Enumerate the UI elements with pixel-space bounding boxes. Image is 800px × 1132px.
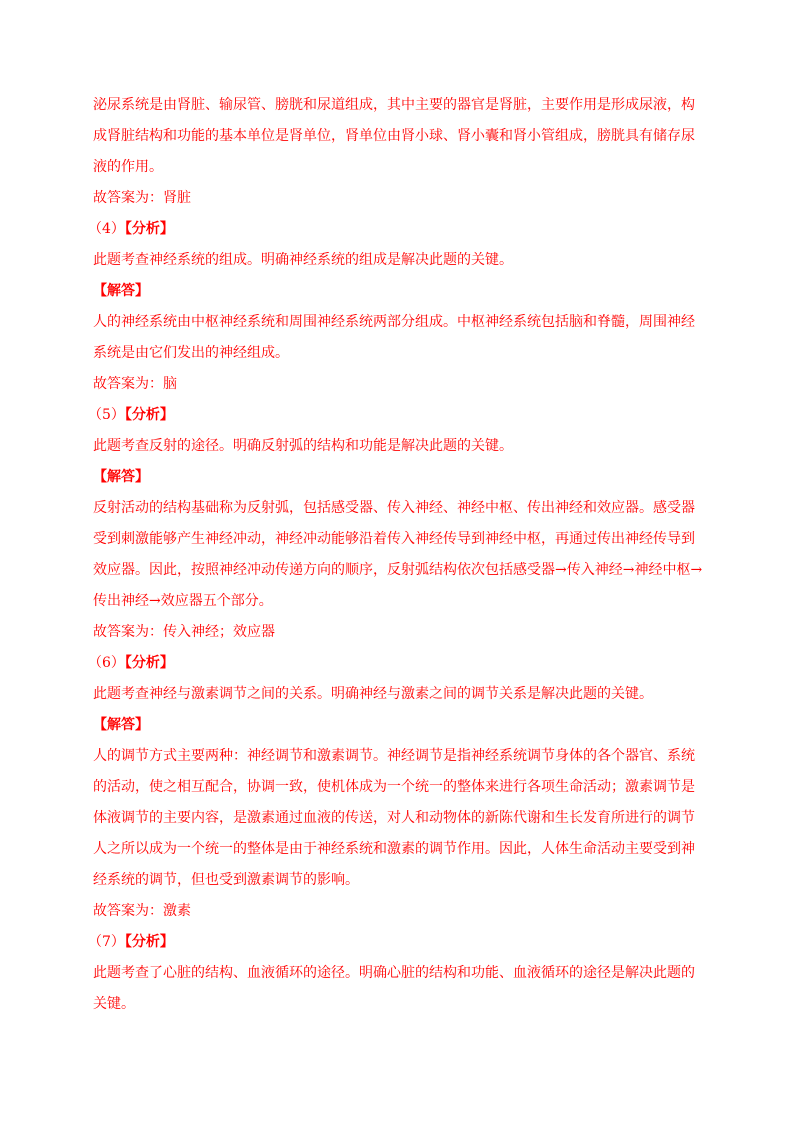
section-6-heading	[88, 648, 708, 679]
document-page	[88, 90, 708, 1020]
answer-5: 故答案为：传入神经；效应器	[93, 624, 275, 640]
section-6-analysis: 此题考查神经与激素调节之间的关系。明确神经与激素之间的调节关系是解决此题的关键。	[93, 686, 653, 702]
section-5-analysis-label: 【分析】	[124, 407, 174, 423]
section-7-analysis-label: 【分析】	[124, 934, 174, 950]
section-4-heading	[88, 214, 708, 245]
section-5-solve-label: 【解答】	[93, 469, 149, 485]
answer-6: 故答案为：激素	[93, 903, 191, 919]
answer-3: 故答案为：肾脏	[93, 190, 191, 206]
section-5-number: （5）	[88, 407, 125, 423]
section-4-number: （4）	[88, 221, 125, 237]
section-6-solve: 人的调节方式主要两种：神经调节和激素调节。神经调节是指神经系统调节身体的各个器官、系统的活动，使之相互配合，协调一致，使机体成为一个统一的整体来进行各项生命活动；激素调节是体液调节的主要内容，是激素通过血液的传送，对人和动物体的新陈代谢和生长发育所进行的调节人之所以成为一个统一的整体是由于神经系统和激素的调节作用。因此，人体生命活动主要受到神经系统的调节，但也受到激素调节的影响。	[93, 748, 695, 888]
section-6-analysis-label: 【分析】	[124, 655, 174, 671]
section-6-solve-label: 【解答】	[93, 717, 149, 733]
section-7-analysis: 此题考查了心脏的结构、血液循环的途径。明确心脏的结构和功能、血液循环的途径是解决此题的关键。	[93, 965, 695, 1012]
section-4-analysis-label: 【分析】	[124, 221, 174, 237]
section-5-heading	[88, 400, 708, 431]
paragraph-urinary-system: 泌尿系统是由肾脏、输尿管、膀胱和尿道组成，其中主要的器官是肾脏，主要作用是形成尿液，构成肾脏结构和功能的基本单位是肾单位，肾单位由肾小球、肾小囊和肾小管组成，膀胱具有储存尿液的作用。	[93, 97, 695, 175]
section-4-solve: 人的神经系统由中枢神经系统和周围神经系统两部分组成。中枢神经系统包括脑和脊髓，周围神经系统是由它们发出的神经组成。	[93, 314, 695, 361]
section-4-solve-label: 【解答】	[93, 283, 149, 299]
section-5-analysis: 此题考查反射的途径。明确反射弧的结构和功能是解决此题的关键。	[93, 438, 513, 454]
section-4-analysis: 此题考查神经系统的组成。明确神经系统的组成是解决此题的关键。	[93, 252, 513, 268]
section-5-solve: 反射活动的结构基础称为反射弧，包括感受器、传入神经、神经中枢、传出神经和效应器。感受器受到刺激能够产生神经冲动，神经冲动能够沿着传入神经传导到神经中枢，再通过传出神经传导到效应器。因此，按照神经冲动传递方向的顺序，反射弧结构依次包括感受器→传入神经→神经中枢→传出神经→效应器五个部分。	[93, 500, 703, 609]
section-7-heading	[88, 927, 708, 958]
section-7-number: （7）	[88, 934, 125, 950]
answer-4: 故答案为：脑	[93, 376, 177, 392]
section-6-number: （6）	[88, 655, 125, 671]
